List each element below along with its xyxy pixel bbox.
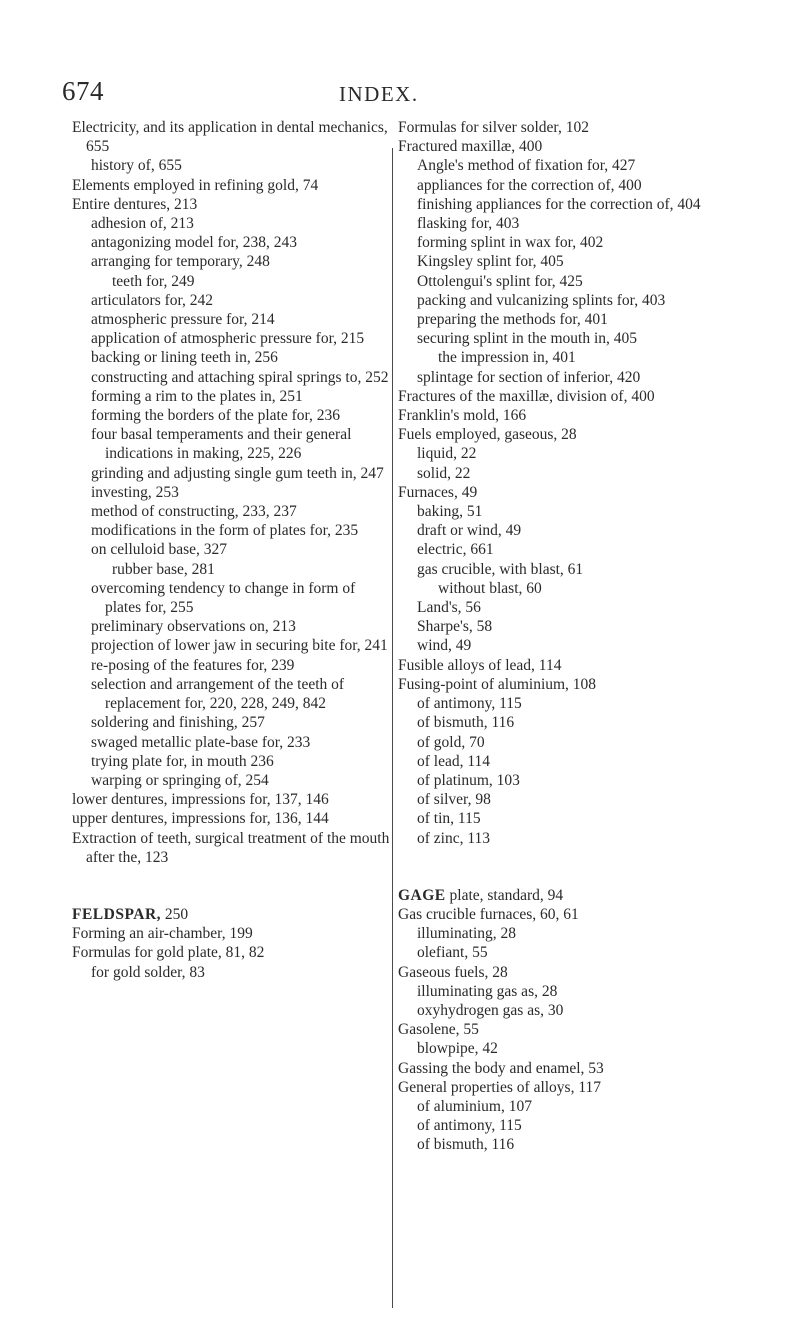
index-entry-text: history of, 655: [91, 157, 182, 175]
index-entry: [72, 809, 390, 828]
index-entry: [72, 540, 390, 559]
index-entry: [72, 214, 390, 233]
index-entry: [72, 310, 390, 329]
index-entry: [398, 483, 736, 502]
index-entry: [72, 118, 390, 156]
index-entry: [398, 560, 736, 579]
index-entry-text: Ottolengui's splint for, 425: [417, 272, 583, 290]
index-entry: [398, 982, 736, 1001]
index-entry-text: method of constructing, 233, 237: [91, 503, 297, 521]
index-entry-text: Formulas for silver solder, 102: [398, 119, 589, 136]
index-entry: [72, 387, 390, 406]
index-entry: [398, 809, 736, 828]
index-entry: [72, 425, 390, 463]
index-entry-text: arranging for temporary, 248: [91, 253, 270, 271]
index-entry: [72, 156, 390, 175]
index-entry: [398, 521, 736, 540]
index-entry-text: solid, 22: [417, 464, 471, 482]
index-entry: [398, 963, 736, 982]
index-entry-text: of bismuth, 116: [417, 714, 515, 732]
index-entry: [398, 694, 736, 713]
index-entry: [398, 348, 736, 367]
index-entry: [72, 733, 390, 752]
index-entry-text: investing, 253: [91, 483, 179, 501]
page-number: 674: [62, 76, 104, 106]
index-entry: [72, 521, 390, 540]
index-entry-text: Franklin's mold, 166: [398, 407, 527, 425]
index-entry: [72, 617, 390, 636]
index-entry-text: liquid, 22: [417, 445, 477, 463]
index-entry-text: rubber base, 281: [112, 560, 215, 578]
index-entry: [398, 905, 736, 924]
index-entry-text: blowpipe, 42: [417, 1040, 498, 1058]
index-entry: [398, 310, 736, 329]
index-entry-text: Electricity, and its application in dental mechanics, 655: [72, 119, 388, 156]
index-entry: [72, 406, 390, 425]
index-entry: [72, 713, 390, 732]
index-entry: [398, 252, 736, 271]
index-entry-text: electric, 661: [417, 541, 494, 559]
index-entry-text: illuminating, 28: [417, 925, 517, 943]
index-entry-text: Forming an air-chamber, 199: [72, 925, 253, 943]
index-entry-text: of platinum, 103: [417, 771, 520, 789]
index-entry-text: preliminary observations on, 213: [91, 618, 296, 636]
index-entry-text: of zinc, 113: [417, 829, 491, 847]
index-entry-text: lower dentures, impressions for, 137, 146: [72, 791, 329, 809]
index-entry-text: the impression in, 401: [438, 349, 576, 367]
index-entry: [398, 1116, 736, 1135]
index-entry: [398, 656, 736, 675]
index-entry-text: Fuels employed, gaseous, 28: [398, 426, 577, 444]
index-entry: [398, 137, 736, 156]
index-entry-text: swaged metallic plate-base for, 233: [91, 733, 311, 751]
index-entry-text: securing splint in the mouth in, 405: [417, 330, 637, 348]
index-entry-text: Fractured maxillæ, 400: [398, 138, 543, 156]
index-entry-text: modifications in the form of plates for, 235: [91, 522, 359, 540]
index-entry: [398, 214, 736, 233]
index-entry-text: Fusing-point of aluminium, 108: [398, 675, 597, 693]
index-entry: [398, 502, 736, 521]
index-entry: [72, 636, 390, 655]
index-entry: [72, 176, 390, 195]
index-entry-text: flasking for, 403: [417, 215, 520, 233]
index-entry-text: forming a rim to the plates in, 251: [91, 387, 303, 405]
index-entry: [398, 387, 736, 406]
index-entry-text: of silver, 98: [417, 791, 491, 809]
index-entry-text: baking, 51: [417, 503, 483, 521]
index-entry-text: Gaseous fuels, 28: [398, 963, 508, 981]
index-entry: [72, 483, 390, 502]
index-entry-text: backing or lining teeth in, 256: [91, 349, 278, 367]
index-entry: [72, 560, 390, 579]
index-entry: [72, 272, 390, 291]
index-entry: [398, 464, 736, 483]
index-entry: [398, 598, 736, 617]
index-entry: [398, 540, 736, 559]
index-entry-text: 250: [161, 905, 189, 923]
index-entry: [398, 636, 736, 655]
index-entry: [398, 1097, 736, 1116]
index-entry-text: antagonizing model for, 238, 243: [91, 234, 298, 252]
index-entry: [398, 1078, 736, 1097]
index-entry-text: Gassing the body and enamel, 53: [398, 1059, 604, 1077]
index-entry-text: Entire dentures, 213: [72, 195, 198, 213]
index-entry: [72, 195, 390, 214]
index-entry-text: for gold solder, 83: [91, 963, 205, 981]
index-entry-text: Elements employed in refining gold, 74: [72, 176, 319, 194]
index-entry-text: forming the borders of the plate for, 236: [91, 407, 341, 425]
index-entry-text: of antimony, 115: [417, 695, 522, 713]
index-entry-text: of lead, 114: [417, 752, 491, 770]
index-entry: [398, 291, 736, 310]
index-entry: [72, 348, 390, 367]
section-gap: [72, 867, 390, 905]
index-entry: [398, 329, 736, 348]
index-entry: [72, 924, 390, 943]
index-entry-text: Kingsley splint for, 405: [417, 253, 564, 271]
index-entry-text: Gasolene, 55: [398, 1021, 479, 1039]
index-entry-text: teeth for, 249: [112, 272, 195, 290]
index-entry: [72, 829, 390, 867]
index-entry-text: upper dentures, impressions for, 136, 144: [72, 810, 329, 828]
index-entry: [72, 656, 390, 675]
index-entry: [72, 905, 390, 924]
index-entry: [72, 752, 390, 771]
index-entry-text: finishing appliances for the correction of, 404: [417, 195, 701, 213]
index-entry: [398, 943, 736, 962]
index-entry-text: re-posing of the features for, 239: [91, 656, 295, 674]
index-entry: [398, 829, 736, 848]
index-entry-text: Extraction of teeth, surgical treatment of the mouth after the, 123: [72, 829, 390, 866]
index-entry-text: soldering and finishing, 257: [91, 714, 265, 732]
index-entry: [72, 675, 390, 713]
index-entry: [72, 329, 390, 348]
index-entry: [398, 1039, 736, 1058]
index-entry-text: on celluloid base, 327: [91, 541, 228, 559]
index-entry: [72, 464, 390, 483]
index-entry: [398, 713, 736, 732]
index-entry: [398, 1001, 736, 1020]
index-entry-text: illuminating gas as, 28: [417, 982, 558, 1000]
index-entry: [398, 406, 736, 425]
index-entry: [398, 1020, 736, 1039]
index-entry-text: Gas crucible furnaces, 60, 61: [398, 905, 579, 923]
index-entry-text: General properties of alloys, 117: [398, 1078, 602, 1096]
index-entry: [398, 1135, 736, 1154]
running-head: INDEX.: [339, 82, 419, 106]
index-entry-text: overcoming tendency to change in form of plates for, 255: [91, 579, 356, 617]
index-entry-text: articulators for, 242: [91, 291, 214, 309]
index-entry: [398, 771, 736, 790]
index-entry: [72, 579, 390, 617]
index-entry: [72, 252, 390, 271]
index-entry-text: of aluminium, 107: [417, 1097, 532, 1115]
section-lead-word: GAGE: [398, 886, 446, 904]
section-gap: [398, 848, 736, 886]
column-divider: [392, 148, 393, 1308]
index-entry-text: preparing the methods for, 401: [417, 311, 608, 329]
index-entry-text: olefiant, 55: [417, 944, 488, 962]
index-entry-text: application of atmospheric pressure for, 215: [91, 330, 365, 348]
index-entry: [398, 1059, 736, 1078]
index-entry: [72, 771, 390, 790]
index-entry-text: gas crucible, with blast, 61: [417, 560, 584, 578]
index-entry-text: of tin, 115: [417, 810, 481, 828]
index-entry: [72, 943, 390, 962]
index-entry: [398, 368, 736, 387]
index-entry: [398, 733, 736, 752]
index-entry: [398, 425, 736, 444]
index-entry-text: without blast, 60: [438, 579, 542, 597]
index-entry-text: projection of lower jaw in securing bite for, 241: [91, 637, 388, 655]
index-entry-text: forming splint in wax for, 402: [417, 234, 604, 252]
index-entry: [398, 176, 736, 195]
index-entry-text: Furnaces, 49: [398, 483, 478, 501]
index-entry-text: warping or springing of, 254: [91, 771, 269, 789]
index-entry-text: appliances for the correction of, 400: [417, 176, 642, 194]
index-entry-text: packing and vulcanizing splints for, 403: [417, 291, 666, 309]
index-entry: [72, 233, 390, 252]
index-entry-text: plate, standard, 94: [445, 886, 564, 904]
index-entry: [398, 272, 736, 291]
index-entry: [398, 752, 736, 771]
index-entry-text: Fusible alloys of lead, 114: [398, 656, 562, 674]
section-lead-word: FELDSPAR,: [72, 905, 162, 923]
index-entry: [398, 675, 736, 694]
index-entry-text: draft or wind, 49: [417, 522, 522, 540]
index-entry-text: trying plate for, in mouth 236: [91, 752, 274, 770]
index-entry-text: constructing and attaching spiral springs to, 252: [91, 368, 389, 386]
index-entry: [72, 790, 390, 809]
index-entry-text: Fractures of the maxillæ, division of, 400: [398, 387, 655, 405]
index-entry: [72, 291, 390, 310]
index-entry: [398, 617, 736, 636]
index-entry-text: atmospheric pressure for, 214: [91, 311, 275, 329]
index-entry: [398, 924, 736, 943]
index-entry: [398, 233, 736, 252]
index-entry: [398, 790, 736, 809]
index-entry-text: adhesion of, 213: [91, 215, 194, 233]
index-entry-text: oxyhydrogen gas as, 30: [417, 1001, 564, 1019]
index-entry-text: grinding and adjusting single gum teeth in, 247: [91, 464, 384, 482]
index-entry: [398, 886, 736, 905]
index-entry: [398, 579, 736, 598]
index-entry-text: Angle's method of fixation for, 427: [417, 157, 636, 175]
index-entry: [398, 156, 736, 175]
index-entry-text: wind, 49: [417, 637, 472, 655]
index-entry-text: of gold, 70: [417, 733, 485, 751]
index-entry-text: selection and arrangement of the teeth of replacement for, 220, 228, 249, 842: [91, 675, 345, 713]
index-entry-text: of bismuth, 116: [417, 1136, 515, 1154]
index-entry-text: of antimony, 115: [417, 1117, 522, 1135]
index-entry: [72, 963, 390, 982]
index-entry-text: Sharpe's, 58: [417, 618, 493, 636]
index-column-left: [72, 118, 390, 982]
index-entry: [398, 118, 736, 137]
index-entry-text: splintage for section of inferior, 420: [417, 368, 641, 386]
index-entry: [72, 502, 390, 521]
index-column-right: [398, 118, 736, 1155]
index-entry-text: four basal temperaments and their general indications in making, 225, 226: [91, 426, 352, 463]
index-entry: [398, 444, 736, 463]
index-entry: [398, 195, 736, 214]
index-entry-text: Formulas for gold plate, 81, 82: [72, 944, 265, 962]
index-entry-text: Land's, 56: [417, 599, 481, 617]
index-entry: [72, 368, 390, 387]
